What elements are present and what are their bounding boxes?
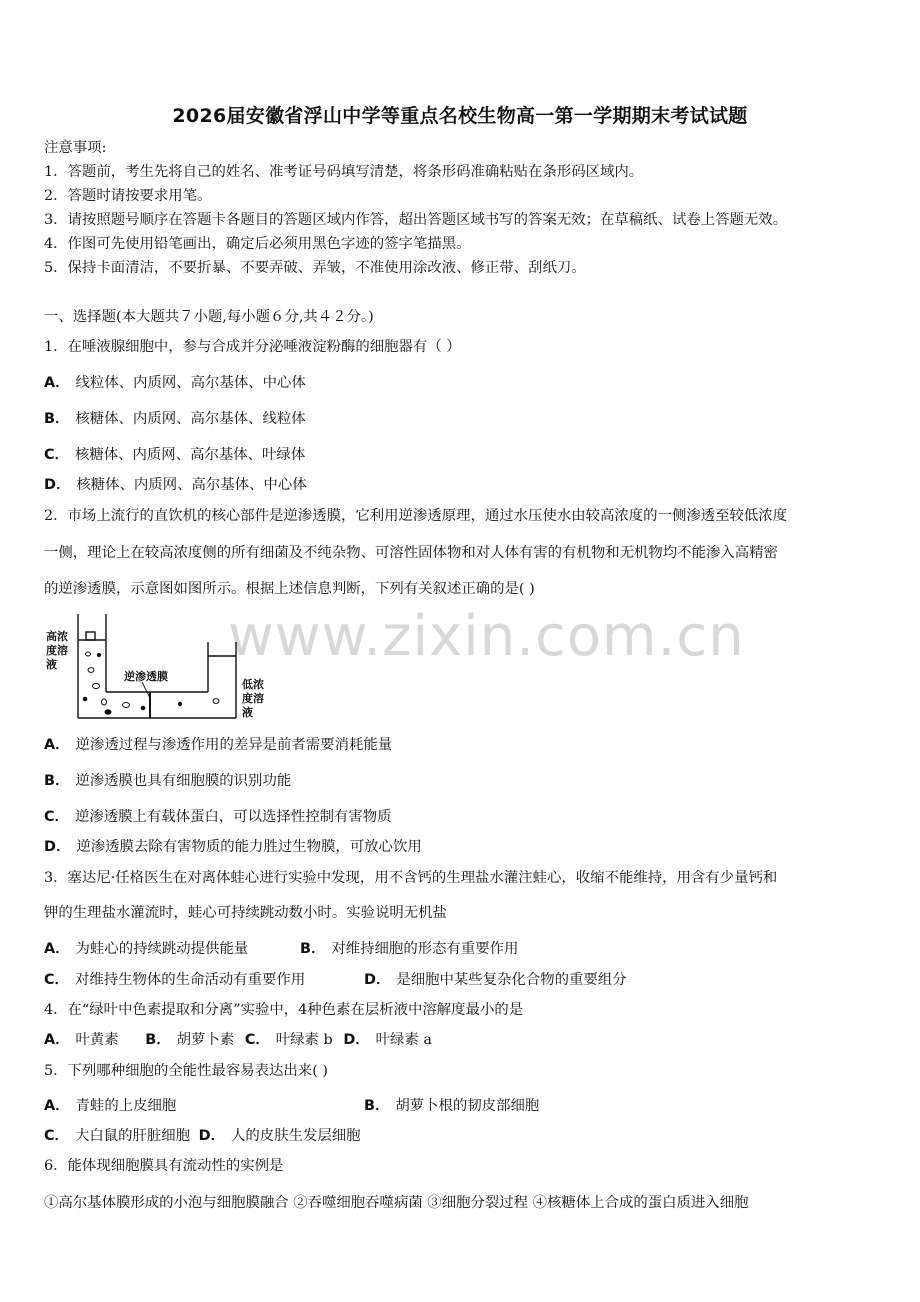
notice-item: 5．保持卡面清洁，不要折暴、不要弄破、弄皱，不准使用涂改液、修正带、刮纸刀。 xyxy=(44,260,586,276)
question-2-stem: 2．市场上流行的直饮机的核心部件是逆渗透膜，它利用逆渗透原理，通过水压使水由较高浓度的一侧渗透至较低浓度 xyxy=(44,508,788,524)
label-low-conc: 低浓 xyxy=(242,678,264,691)
label-high-conc: 液 xyxy=(46,658,57,671)
question-2-stem: 的逆渗透膜，示意图如图所示。根据上述信息判断，下列有关叙述正确的是( ) xyxy=(44,581,535,597)
page-title: 2026届安徽省浮山中学等重点名校生物高一第一学期期末考试试题 xyxy=(172,105,748,127)
reverse-osmosis-diagram xyxy=(44,612,284,722)
question-6-options: ①高尔基体膜形成的小泡与细胞膜融合 ②吞噬细胞吞噬病菌 ③细胞分裂过程 ④核糖体上合成的蛋白质进入细胞 xyxy=(44,1195,749,1211)
question-3-option-a: A． 为蛙心的持续跳动提供能量 xyxy=(44,941,249,957)
question-1-stem: 1．在唾液腺细胞中，参与合成并分泌唾液淀粉酶的细胞器有（ ） xyxy=(44,339,461,355)
question-1-option-b: B． 核糖体、内质网、高尔基体、线粒体 xyxy=(44,411,306,427)
notice-heading: 注意事项: xyxy=(44,140,107,156)
question-2-option-b: B． 逆渗透膜也具有细胞膜的识别功能 xyxy=(44,773,292,789)
label-low-conc: 度溶 xyxy=(242,692,264,705)
question-4-options: A． 叶黄素 B． 胡萝卜素 C． 叶绿素 b D． 叶绿素 a xyxy=(44,1032,432,1048)
question-5-options-cd: C． 大白鼠的肝脏细胞 D． 人的皮肤生发层细胞 xyxy=(44,1128,361,1144)
question-2-option-d: D． 逆渗透膜去除有害物质的能力胜过生物膜，可放心饮用 xyxy=(44,839,422,855)
question-2-stem: 一侧，理论上在较高浓度侧的所有细菌及不纯杂物、可溶性固体物和对人体有害的有机物和无机物均不能渗入高精密 xyxy=(44,545,778,561)
question-1-option-d: D． 核糖体、内质网、高尔基体、中心体 xyxy=(44,477,307,493)
section-header: 一、选择题(本大题共７小题,每小题６分,共４２分。) xyxy=(44,309,374,325)
question-4-stem: 4．在“绿叶中色素提取和分离”实验中，4种色素在层析液中溶解度最小的是 xyxy=(44,1002,524,1018)
question-3-option-b: B． 对维持细胞的形态有重要作用 xyxy=(300,941,519,957)
watermark: www.zixin.com.cn xyxy=(228,604,745,669)
question-1-option-c: C． 核糖体、内质网、高尔基体、叶绿体 xyxy=(44,447,306,463)
question-3-option-d: D． 是细胞中某些复杂化合物的重要组分 xyxy=(364,972,627,988)
question-3-stem: 钾的生理盐水灌流时，蛙心可持续跳动数小时。实验说明无机盐 xyxy=(44,905,447,921)
question-2-option-c: C． 逆渗透膜上有载体蛋白，可以选择性控制有害物质 xyxy=(44,809,392,825)
notice-item: 4．作图可先使用铅笔画出，确定后必须用黑色字迹的签字笔描黑。 xyxy=(44,236,471,252)
question-5-stem: 5．下列哪种细胞的全能性最容易表达出来( ) xyxy=(44,1063,328,1079)
label-membrane: 逆渗透膜 xyxy=(124,670,168,683)
label-high-conc: 高浓 xyxy=(46,630,68,643)
question-5-option-a: A． 青蛙的上皮细胞 xyxy=(44,1098,177,1114)
notice-item: 3．请按照题号顺序在答题卡各题目的答题区域内作答，超出答题区域书写的答案无效；在草稿纸、试卷上答题无效。 xyxy=(44,212,788,228)
notice-item: 2．答题时请按要求用笔。 xyxy=(44,188,212,204)
question-3-option-c: C． 对维持生物体的生命活动有重要作用 xyxy=(44,972,306,988)
label-low-conc: 液 xyxy=(242,706,253,719)
particles xyxy=(83,652,219,714)
question-1-option-a: A． 线粒体、内质网、高尔基体、中心体 xyxy=(44,375,306,391)
question-2-option-a: A． 逆渗透过程与渗透作用的差异是前者需要消耗能量 xyxy=(44,737,393,753)
notice-item: 1．答题前，考生先将自己的姓名、准考证号码填写清楚，将条形码准确粘贴在条形码区域内。 xyxy=(44,164,644,180)
question-3-stem: 3．塞达尼·任格医生在对离体蛙心进行实验中发现，用不含钙的生理盐水灌注蛙心，收缩不能维持，用含有少量钙和 xyxy=(44,870,778,886)
label-high-conc: 度溶 xyxy=(46,644,68,657)
question-6-stem: 6．能体现细胞膜具有流动性的实例是 xyxy=(44,1158,284,1174)
question-5-option-b: B． 胡萝卜根的韧皮部细胞 xyxy=(364,1098,540,1114)
